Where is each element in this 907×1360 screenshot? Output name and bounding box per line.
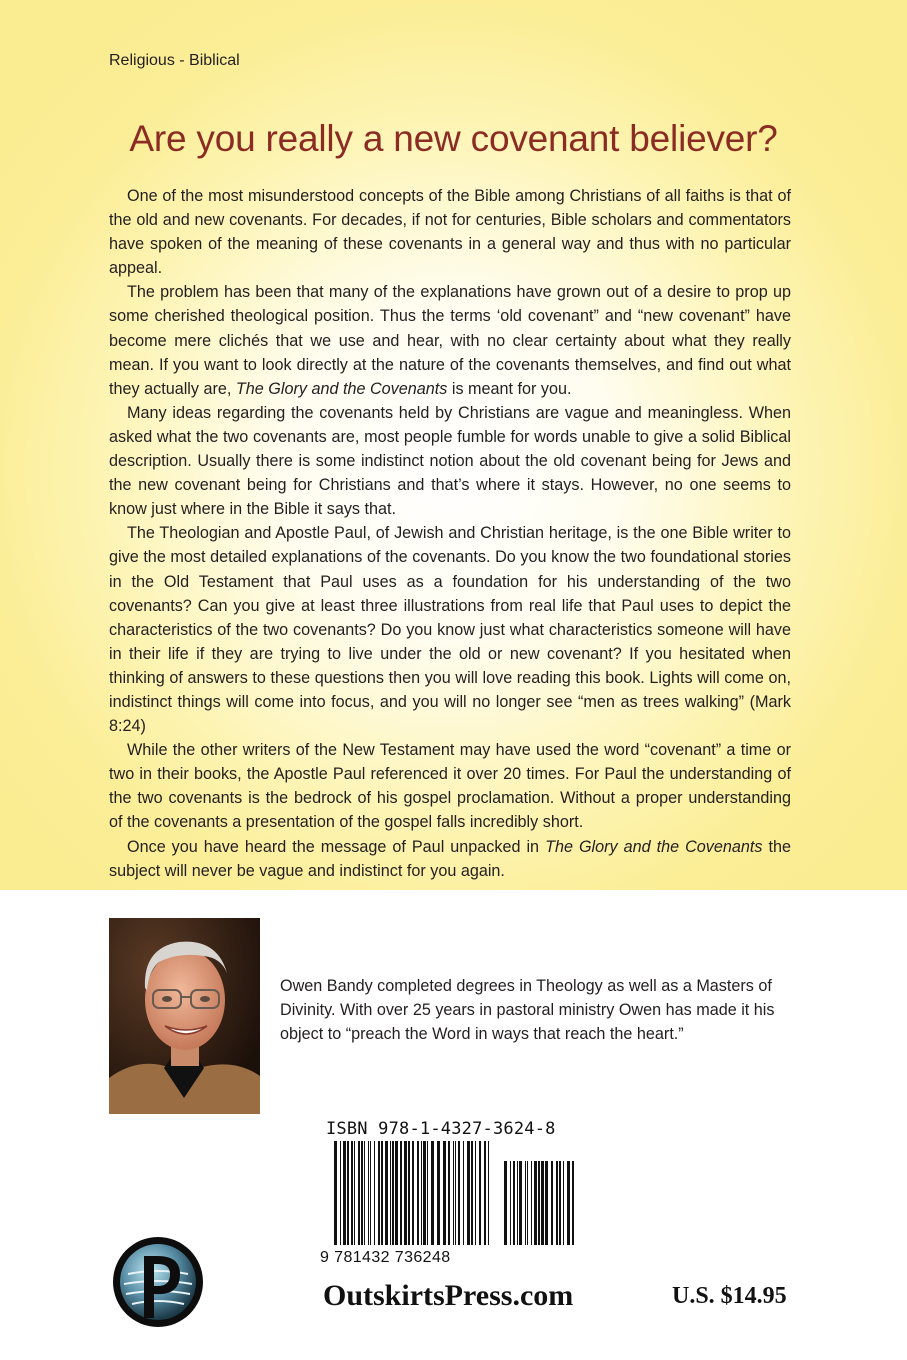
barcode-bar bbox=[484, 1141, 486, 1245]
barcode-bar bbox=[395, 1141, 398, 1245]
headline: Are you really a new covenant believer? bbox=[129, 118, 778, 159]
blurb-text: Once you have heard the message of Paul unpacked in bbox=[127, 837, 540, 856]
genre-label: Religious - Biblical bbox=[109, 52, 240, 69]
barcode-bar bbox=[448, 1141, 450, 1245]
barcode-bar bbox=[519, 1161, 522, 1245]
barcode-bar bbox=[374, 1141, 375, 1245]
barcode-bar bbox=[455, 1141, 456, 1245]
barcode-bar bbox=[417, 1141, 419, 1245]
author-bio: Owen Bandy completed degrees in Theology as well as a Masters of Divinity. With over 25 years in pastoral ministry Owen has made it his object to “preach the Word in ways that reach the heart.” bbox=[280, 977, 775, 1044]
barcode-bar bbox=[381, 1141, 383, 1245]
barcode-bar bbox=[541, 1161, 544, 1245]
barcode-bar bbox=[361, 1141, 363, 1245]
barcode-bar bbox=[400, 1141, 402, 1245]
barcode-bar bbox=[488, 1141, 489, 1245]
blurb-paragraph bbox=[109, 184, 791, 280]
barcode-bar bbox=[423, 1141, 426, 1245]
blurb-paragraph bbox=[109, 401, 791, 521]
barcode-bar bbox=[421, 1141, 422, 1245]
blurb-text: Many ideas regarding the covenants held by Christians are vague and meaningless. When asked what the two covenants are, most people fumble for words unable to give a solid Biblical description. Usually there is some indistinct notion about the old covenant being for Jews and the new covenant being for Christians and that’s where it stays. However, no one seems to know just where in the Bible it says that. bbox=[109, 403, 791, 519]
isbn-number: ISBN 978-1-4327-3624-8 bbox=[326, 1119, 556, 1139]
barcode-bar bbox=[513, 1161, 515, 1245]
barcode-bar bbox=[563, 1161, 564, 1245]
barcode-bar bbox=[453, 1141, 454, 1245]
barcode-bar bbox=[431, 1141, 434, 1245]
barcode-bar bbox=[556, 1161, 558, 1245]
barcode-bar bbox=[354, 1141, 355, 1245]
blurb-paragraph bbox=[109, 280, 791, 400]
barcode-bar bbox=[504, 1161, 507, 1245]
barcode-bar bbox=[443, 1141, 446, 1245]
barcode-bar bbox=[404, 1141, 407, 1245]
publisher-website: OutskirtsPress.com bbox=[323, 1279, 574, 1312]
barcode-bar bbox=[408, 1141, 410, 1245]
barcode-bar bbox=[467, 1141, 470, 1245]
barcode-bar bbox=[510, 1161, 511, 1245]
barcode-bar bbox=[385, 1141, 388, 1245]
barcode-bar bbox=[527, 1161, 528, 1245]
barcode-bar bbox=[358, 1141, 360, 1245]
barcode-bar bbox=[390, 1141, 391, 1245]
barcode-bar bbox=[351, 1141, 353, 1245]
ean-digits: 9 781432 736248 bbox=[320, 1249, 451, 1266]
blurb-paragraph bbox=[109, 521, 791, 738]
barcode-bar bbox=[531, 1161, 532, 1245]
barcode-bar bbox=[479, 1141, 481, 1245]
barcode-bar bbox=[370, 1141, 371, 1245]
barcode-bar bbox=[471, 1141, 473, 1245]
author-portrait-illustration bbox=[109, 918, 260, 1114]
barcode-bar bbox=[378, 1141, 380, 1245]
barcode-bar bbox=[343, 1141, 346, 1245]
barcode-bar bbox=[545, 1161, 548, 1245]
barcode-bar bbox=[340, 1141, 341, 1245]
barcode-bar bbox=[559, 1161, 561, 1245]
blurb-text: One of the most misunderstood concepts of the Bible among Christians of all faiths is that of the old and new covenants. For decades, if not for centuries, Bible scholars and commentators have spoken of the meaning of these covenants in a general way and thus with no particular appeal. bbox=[109, 187, 791, 278]
isbn-barcode bbox=[320, 1119, 578, 1271]
blurb-text: the subject will never be vague and indistinct for you again. bbox=[109, 837, 792, 880]
blurb-text: The Theologian and Apostle Paul, of Jewish and Christian heritage, is the one Bible writer to give the most detailed explanations of the covenants. Do you know the two foundational stories in the Old Testament that Paul uses as a foundation for his understanding of the two covenants? Can you give at least three illustrations from real life that Paul uses to depict the characteristics of the two covenants? Do you know just what characteristics someone will have in their life if they are trying to live under the old or new covenant? If you hesitated when thinking of answers to these questions then you will love reading this book. Lights will come on, indistinct things will come into focus, and you will no longer see “men as trees walking” (Mark 8:24) bbox=[109, 524, 791, 736]
barcode-bar bbox=[392, 1141, 394, 1245]
barcode-bar bbox=[551, 1161, 553, 1245]
blurb-text: While the other writers of the New Testament may have used the word “covenant” a time or two in their books, the Apostle Paul referenced it over 20 times. For Paul the understanding of the two covenants is the bedrock of his gospel proclamation. Without a proper understanding of the covenants a presentation of the gospel falls incredibly short. bbox=[109, 741, 791, 832]
barcode-bar bbox=[534, 1161, 537, 1245]
barcode-bar bbox=[347, 1141, 349, 1245]
barcode-bar bbox=[463, 1141, 464, 1245]
barcode-bar bbox=[517, 1161, 518, 1245]
blurb-text: The problem has been that many of the explanations have grown out of a desire to prop up some cherished theological position. Thus the terms ‘old covenant” and “new covenant” have become mere clichés that we use and hear, with no clear certainty about what they really mean. If you want to look directly at the nature of the covenants themselves, and find out what they actually are, bbox=[109, 283, 791, 398]
barcode-bar bbox=[525, 1161, 526, 1245]
barcode-bar bbox=[458, 1141, 460, 1245]
blurb-paragraph bbox=[109, 738, 791, 834]
barcode-bar bbox=[364, 1141, 365, 1245]
barcode-bar bbox=[412, 1141, 414, 1245]
book-title: The Glory and the Covenants bbox=[545, 837, 763, 856]
barcode-bar bbox=[334, 1141, 337, 1245]
outskirts-press-logo-icon bbox=[110, 1234, 206, 1330]
blurb-text: is meant for you. bbox=[451, 379, 572, 398]
author-photo bbox=[109, 918, 260, 1114]
price: U.S. $14.95 bbox=[672, 1283, 787, 1309]
barcode-bar bbox=[368, 1141, 369, 1245]
price-barcode-bars bbox=[504, 1161, 574, 1245]
barcode-bar bbox=[538, 1161, 540, 1245]
barcode-bar bbox=[475, 1141, 476, 1245]
barcode-bar bbox=[567, 1161, 570, 1245]
barcode-bar bbox=[427, 1141, 428, 1245]
blurb-paragraph bbox=[109, 835, 791, 883]
blurb bbox=[109, 184, 791, 883]
barcode-bar bbox=[572, 1161, 574, 1245]
barcode-bar bbox=[437, 1141, 440, 1245]
book-title: The Glory and the Covenants bbox=[235, 379, 448, 398]
barcode-bars bbox=[320, 1141, 578, 1251]
